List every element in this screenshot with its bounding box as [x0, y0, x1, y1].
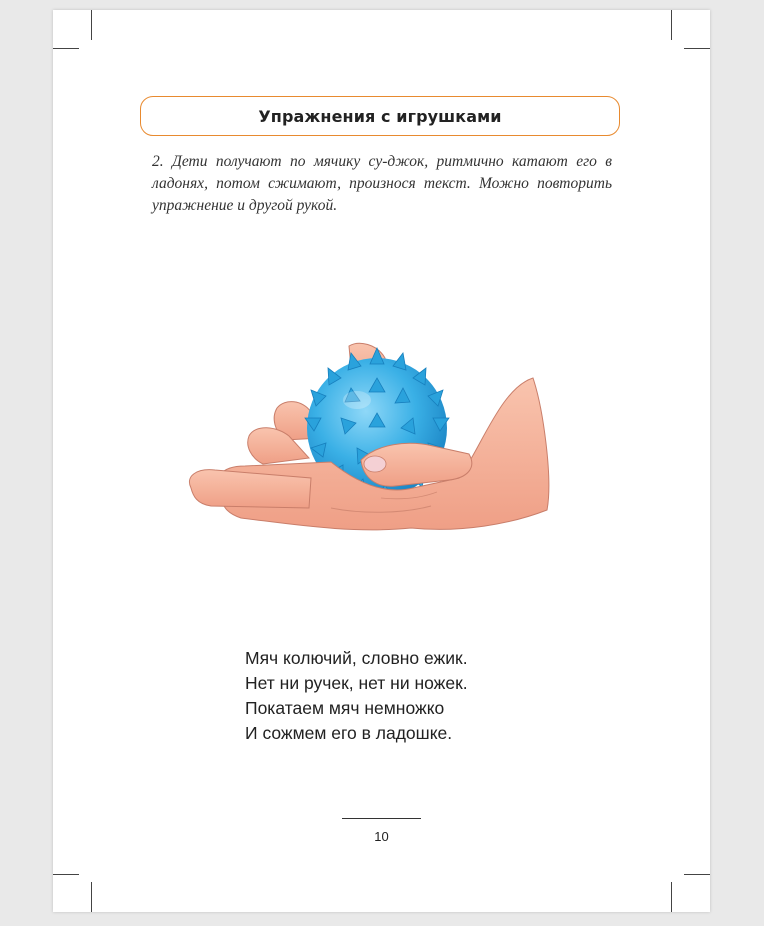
exercise-instructions: 2. Дети получают по мячику су-джок, ритмично катают его в ладонях, потом сжимают, произнося текст. Можно повторить упражнение и другой рукой. — [152, 153, 612, 214]
poem — [245, 646, 468, 746]
poem-line: Нет ни ручек, нет ни ножек. — [245, 673, 468, 693]
section-title: Упражнения с игрушками — [258, 106, 502, 126]
footer-divider — [342, 818, 421, 819]
poem-line: Мяч колючий, словно ежик. — [245, 648, 468, 668]
crop-mark — [671, 10, 672, 40]
poem-line: И сожмем его в ладошке. — [245, 723, 453, 743]
crop-mark — [53, 48, 79, 49]
poem-line: Покатаем мяч немножко — [245, 698, 445, 718]
crop-mark — [684, 874, 710, 875]
page-number: 10 — [374, 829, 389, 844]
crop-mark — [91, 10, 92, 40]
book-page — [53, 10, 710, 912]
crop-mark — [684, 48, 710, 49]
crop-mark — [91, 882, 92, 912]
crop-mark — [671, 882, 672, 912]
crop-mark — [53, 874, 79, 875]
section-header — [140, 96, 620, 136]
hand-holding-spiky-ball-icon — [181, 328, 551, 548]
